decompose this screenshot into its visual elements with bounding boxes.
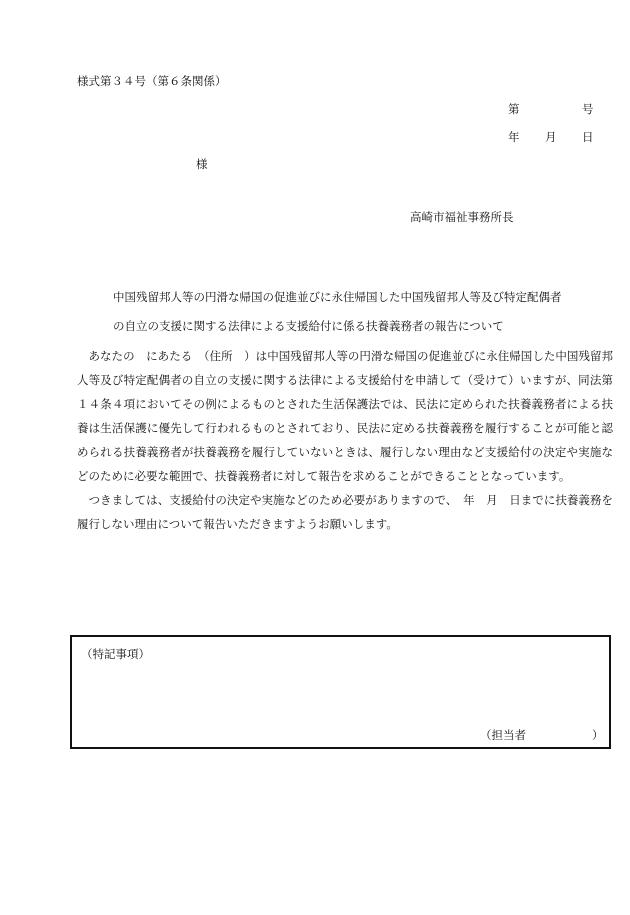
staff-in-charge-close: ） (592, 728, 604, 742)
doc-number-prefix: 第 (508, 102, 520, 116)
body-text (77, 344, 613, 536)
date-year: 年 (508, 130, 520, 144)
special-notes-box (70, 635, 611, 749)
sender-name: 高崎市福祉事務所長 (410, 210, 514, 224)
document-title-line1: 中国残留邦人等の円滑な帰国の促進並びに永住帰国した中国残留邦人等及び特定配偶者 (113, 290, 562, 304)
doc-number-suffix: 号 (582, 102, 594, 116)
document-title-line2: の自立の支援に関する法律による支援給付に係る扶養義務者の報告について (113, 319, 504, 333)
special-notes-label: （特記事項） (81, 647, 150, 661)
date-month: 月 (545, 130, 557, 144)
body-paragraph-1: あなたの にあたる （住所 ）は中国残留邦人等の円滑な帰国の促進並びに永住帰国した中国残留邦人等及び特定配偶者の自立の支援に関する法律による支援給付を申請して（受けて）いますが、同法第１４条４項においてその例によるものとされた生活保護法では、民法に定められた扶養義務者による扶養は生活保護に優先して行われるものとされており、民法に定める扶養義務を履行することが可能と認められる扶養義務者が扶養義務を履行していないときは、履行しない理由など支援給付の決定や実施などのために必要な範囲で、扶養義務者に対して報告を求めることができることとなっています。 (77, 349, 613, 483)
date-day: 日 (582, 130, 594, 144)
body-paragraph-2: つきましては、支援給付の決定や実施などのため必要がありますので、 年 月 日までに扶養義務を履行しない理由について報告いただきますようお願いします。 (77, 493, 613, 531)
staff-in-charge-label: （担当者 (480, 728, 526, 742)
recipient-honorific: 様 (196, 157, 208, 171)
form-number: 様式第３４号（第６条関係） (77, 74, 227, 88)
